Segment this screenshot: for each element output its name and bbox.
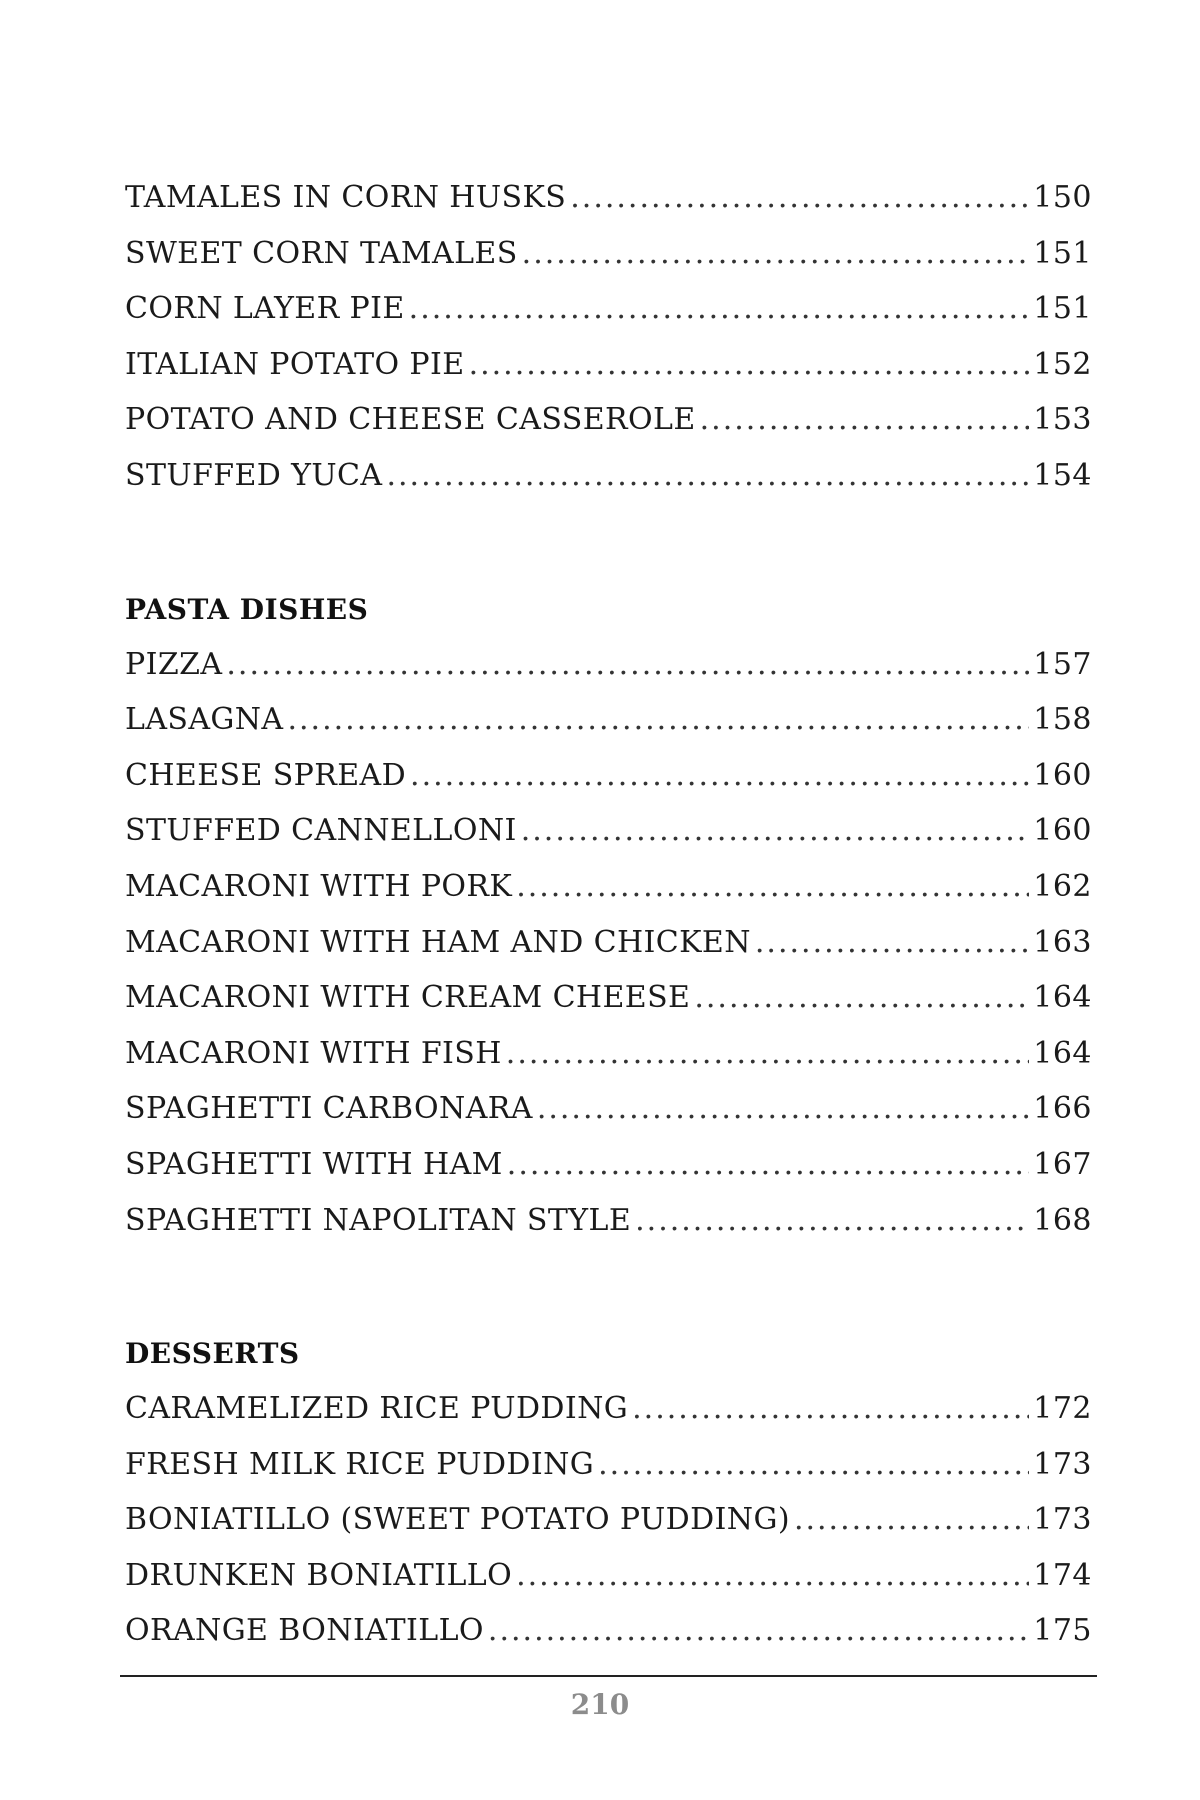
toc-entry-page: 150 (1033, 180, 1092, 215)
footer-divider (120, 1675, 1097, 1677)
section-heading: DESSERTS (125, 1337, 300, 1371)
dot-leader (522, 226, 1030, 282)
toc-section-continued (125, 170, 1092, 504)
dot-leader (700, 392, 1030, 448)
toc-entry (125, 337, 1092, 393)
dot-leader (410, 748, 1029, 804)
toc-entry (125, 1137, 1092, 1193)
dot-leader (386, 448, 1029, 504)
toc-entry-page: 151 (1033, 291, 1092, 327)
toc-entry (125, 915, 1092, 971)
toc-entry (125, 226, 1092, 282)
dot-leader (570, 170, 1029, 226)
toc-entry (125, 1603, 1092, 1659)
dot-leader (226, 637, 1029, 693)
toc-section-pasta-dishes (125, 582, 1092, 1249)
toc-entry-page: 163 (1033, 924, 1092, 960)
toc-entry (125, 1492, 1092, 1548)
toc-entry-page: 173 (1033, 1502, 1092, 1538)
toc-entry-title: STUFFED YUCA (125, 457, 383, 493)
toc-entry-title: MACARONI WITH HAM AND CHICKEN (125, 924, 751, 960)
dot-leader (598, 1437, 1029, 1493)
toc-entry-page: 152 (1033, 346, 1092, 382)
toc-entry (125, 1548, 1092, 1604)
toc-entry-title: CARAMELIZED RICE PUDDING (125, 1391, 629, 1427)
toc-entry-title: ORANGE BONIATILLO (125, 1613, 484, 1649)
toc-entry (125, 1026, 1092, 1082)
toc-entry-page: 157 (1033, 646, 1092, 682)
toc-entry (125, 803, 1092, 859)
toc-entry (125, 392, 1092, 448)
toc-entry-title: PIZZA (125, 646, 223, 682)
toc-entry-title: SPAGHETTI CARBONARA (125, 1091, 533, 1127)
toc-entry-page: 162 (1033, 868, 1092, 904)
dot-leader (516, 859, 1029, 915)
table-of-contents (125, 170, 1092, 1737)
toc-entry-title: SWEET CORN TAMALES (125, 235, 518, 271)
toc-entry-title: FRESH MILK RICE PUDDING (125, 1446, 595, 1482)
dot-leader (635, 1193, 1029, 1249)
toc-entry (125, 1437, 1092, 1493)
dot-leader (469, 337, 1030, 393)
dot-leader (537, 1081, 1029, 1137)
toc-entry (125, 281, 1092, 337)
dot-leader (755, 915, 1029, 971)
toc-entry-title: CORN LAYER PIE (125, 291, 405, 327)
dot-leader (516, 1548, 1029, 1604)
toc-entry-title: MACARONI WITH FISH (125, 1035, 502, 1071)
toc-entry (125, 970, 1092, 1026)
toc-entry-page: 153 (1033, 402, 1092, 438)
toc-entry-page: 174 (1033, 1557, 1092, 1593)
toc-entry-title: CHEESE SPREAD (125, 757, 407, 793)
toc-entry-page: 167 (1033, 1146, 1092, 1182)
toc-entry-page: 164 (1033, 980, 1092, 1016)
toc-entry (125, 448, 1092, 504)
toc-entry-title: SPAGHETTI NAPOLITAN STYLE (125, 1202, 632, 1238)
toc-entry (125, 170, 1092, 226)
toc-entry-page: 166 (1033, 1091, 1092, 1127)
toc-entry-page: 168 (1033, 1202, 1092, 1238)
toc-entry (125, 1193, 1092, 1249)
toc-entry-page: 173 (1033, 1446, 1092, 1482)
toc-entry (125, 1381, 1092, 1437)
toc-entry-title: MACARONI WITH PORK (125, 868, 513, 904)
toc-entry (125, 692, 1092, 748)
toc-entry (125, 859, 1092, 915)
dot-leader (488, 1603, 1029, 1659)
dot-leader (794, 1492, 1029, 1548)
toc-entry-title: BONIATILLO (SWEET POTATO PUDDING) (125, 1502, 790, 1538)
toc-entry-page: 172 (1033, 1391, 1092, 1427)
toc-entry-title: ITALIAN POTATO PIE (125, 346, 465, 382)
toc-section-desserts (125, 1326, 1092, 1659)
toc-entry-title: TAMALES IN CORN HUSKS (125, 180, 567, 215)
toc-entry-title: POTATO AND CHEESE CASSEROLE (125, 402, 696, 438)
toc-entry-page: 151 (1033, 235, 1092, 271)
toc-entry (125, 637, 1092, 693)
toc-entry-title: STUFFED CANNELLONI (125, 813, 517, 849)
dot-leader (521, 803, 1030, 859)
toc-entry-title: MACARONI WITH CREAM CHEESE (125, 980, 691, 1016)
toc-entry-title: LASAGNA (125, 702, 284, 738)
dot-leader (632, 1381, 1029, 1437)
dot-leader (506, 1026, 1029, 1082)
toc-entry-page: 160 (1033, 813, 1092, 849)
dot-leader (507, 1137, 1029, 1193)
toc-entry-page: 154 (1033, 457, 1092, 493)
section-heading: PASTA DISHES (125, 592, 369, 626)
toc-entry (125, 748, 1092, 804)
dot-leader (694, 970, 1029, 1026)
page-number: 210 (570, 1688, 630, 1721)
dot-leader (409, 281, 1030, 337)
toc-entry-page: 175 (1033, 1613, 1092, 1649)
dot-leader (287, 692, 1029, 748)
toc-entry-page: 160 (1033, 757, 1092, 793)
toc-entry-title: DRUNKEN BONIATILLO (125, 1557, 513, 1593)
toc-entry (125, 1081, 1092, 1137)
toc-entry-page: 158 (1033, 702, 1092, 738)
toc-entry-page: 164 (1033, 1035, 1092, 1071)
toc-entry-title: SPAGHETTI WITH HAM (125, 1146, 503, 1182)
